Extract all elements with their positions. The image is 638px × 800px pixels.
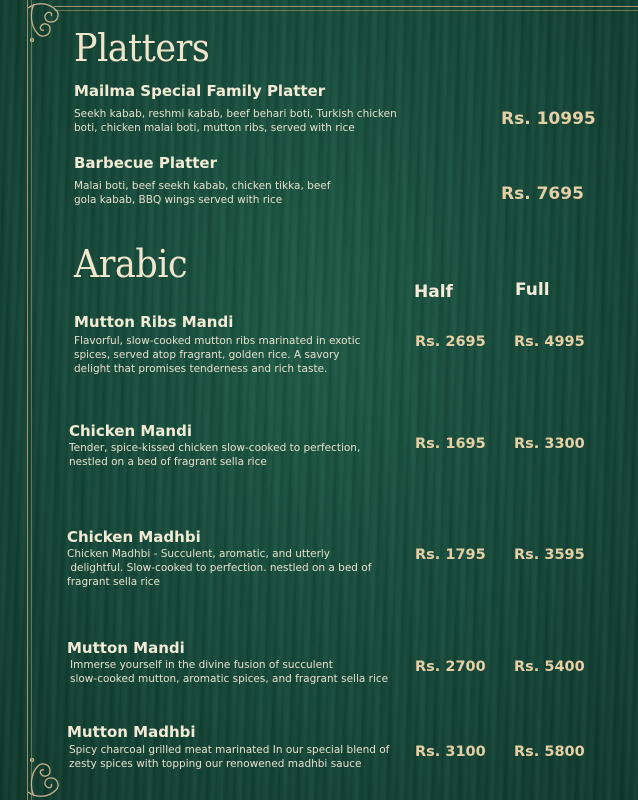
item-desc-line: zesty spices with topping our renowened madhbi sauce — [69, 758, 362, 770]
item-desc-line: fragrant sella rice — [67, 576, 160, 588]
frame-line-left — [27, 0, 28, 800]
item-name-mutton-ribs-mandi: Mutton Ribs Mandi — [74, 313, 234, 331]
item-desc-line: slow-cooked mutton, aromatic spices, and fragrant sella rice — [70, 673, 389, 685]
item-name-barbecue-platter: Barbecue Platter — [74, 154, 217, 172]
item-desc-line: Spicy charcoal grilled meat marinated In our special blend of — [69, 744, 390, 756]
corner-ornament-top-icon — [26, 0, 66, 46]
item-price-full-chicken-mandi: Rs. 3300 — [514, 436, 585, 452]
item-name-mutton-mandi: Mutton Mandi — [67, 639, 185, 657]
item-price-full-mutton-ribs-mandi: Rs. 4995 — [514, 334, 585, 350]
item-desc-line: gola kabab, BBQ wings served with rice — [74, 194, 283, 206]
item-price-barbecue-platter: Rs. 7695 — [501, 184, 584, 204]
column-header-half: Half — [414, 282, 453, 302]
item-desc-line: Seekh kabab, reshmi kabab, beef behari boti, Turkish chicken — [74, 108, 397, 120]
item-desc-line: boti, chicken malai boti, mutton ribs, served with rice — [74, 122, 355, 134]
frame-line-top-inner — [54, 10, 638, 11]
item-desc-line: Malai boti, beef seekh kabab, chicken tikka, beef — [74, 180, 331, 192]
item-price-half-chicken-mandi: Rs. 1695 — [415, 436, 486, 452]
item-name-chicken-madhbi: Chicken Madhbi — [67, 528, 201, 546]
item-name-chicken-mandi: Chicken Mandi — [69, 422, 192, 440]
item-price-half-chicken-madhbi: Rs. 1795 — [415, 547, 486, 563]
item-name-mutton-madhbi: Mutton Madhbi — [67, 723, 196, 741]
item-price-full-mutton-madhbi: Rs. 5800 — [514, 744, 585, 760]
section-title-arabic: Arabic — [74, 242, 188, 286]
section-title-platters: Platters — [74, 26, 210, 70]
item-desc-line: Tender, spice-kissed chicken slow-cooked to perfection, — [69, 442, 361, 454]
item-desc-line: nestled on a bed of fragrant sella rice — [69, 456, 267, 468]
item-price-mailma-special-family-platter: Rs. 10995 — [501, 109, 596, 129]
item-desc-line: Flavorful, slow-cooked mutton ribs marinated in exotic — [74, 335, 361, 347]
corner-ornament-bottom-icon — [26, 756, 66, 800]
item-price-full-chicken-madhbi: Rs. 3595 — [514, 547, 585, 563]
item-desc-line: delight that promises tenderness and rich taste. — [74, 363, 328, 375]
frame-line-left-inner — [31, 0, 32, 800]
item-desc-line: Chicken Madhbi - Succulent, aromatic, and utterly — [67, 548, 331, 560]
item-price-full-mutton-mandi: Rs. 5400 — [514, 659, 585, 675]
item-desc-line: Immerse yourself in the divine fusion of succulent — [70, 659, 333, 671]
column-header-full: Full — [515, 280, 550, 300]
item-name-mailma-special-family-platter: Mailma Special Family Platter — [74, 82, 326, 100]
item-desc-line: spices, served atop fragrant, golden rice. A savory — [74, 349, 340, 361]
frame-line-top — [54, 6, 638, 7]
item-price-half-mutton-madhbi: Rs. 3100 — [415, 744, 486, 760]
item-desc-line: delightful. Slow-cooked to perfection. nestled on a bed of — [67, 562, 372, 574]
item-price-half-mutton-mandi: Rs. 2700 — [415, 659, 486, 675]
item-price-half-mutton-ribs-mandi: Rs. 2695 — [415, 334, 486, 350]
